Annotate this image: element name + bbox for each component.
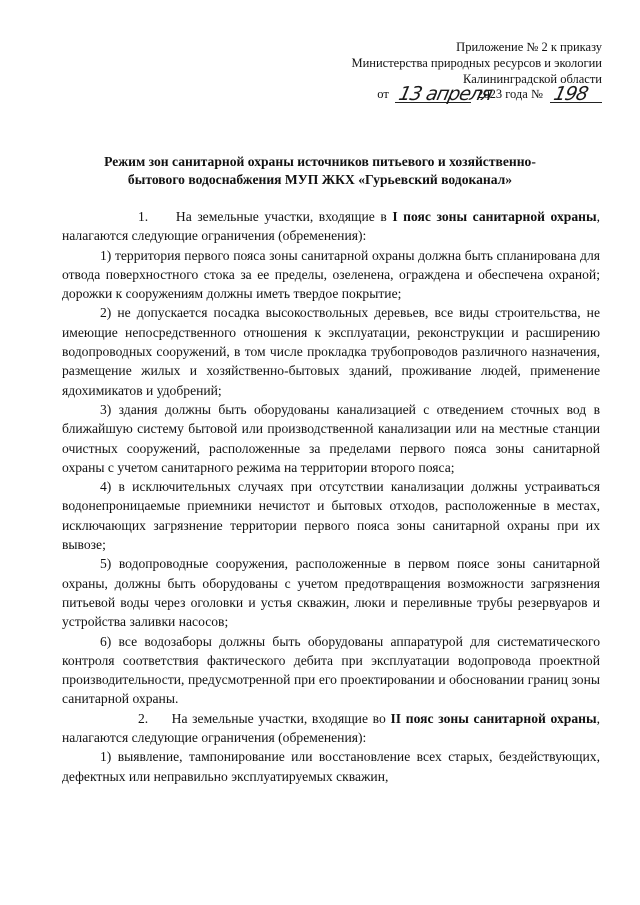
- document-body: [62, 207, 600, 786]
- section-2-item: 1) выявление, тампонирование или восстановление всех старых, бездействующих, дефектных или неправильно эксплуатируемых скважин,: [62, 749, 600, 784]
- handwritten-date: 13 апреля: [396, 83, 494, 106]
- section-1-number: 1.: [138, 209, 149, 224]
- appendix-line-1: Приложение № 2 к приказу: [456, 40, 602, 54]
- section-1-item: 6) все водозаборы должны быть оборудованы аппаратурой для систематического контроля соответствия фактического дебита при эксплуатации водопровода проектной производительности, предусмотренной при его проектировании и обосновании границ зоны санитарной охраны.: [62, 633, 600, 707]
- section-2-intro-tail: , налагаются следующие ограничения (обременения):: [62, 710, 600, 746]
- section-1-intro-tail: , налагаются следующие ограничения (обременения):: [62, 209, 600, 244]
- section-1-item: 4) в исключительных случаях при отсутствии канализации должны устраиваться водонепроницаемые приемники нечистот и бытовых отходов, расположенные в местах, исключающих загрязнение территории первого пояса зоны санитарной охраны при их вывозе;: [62, 479, 600, 553]
- section-1-item: 1) территория первого пояса зоны санитарной охраны должна быть спланирована для отвода поверхностного стока за ее пределы, озеленена, ограждена и обеспечена охраной; дорожки к сооружениям должны иметь твердое покрытие;: [62, 247, 600, 302]
- handwritten-number: 198: [551, 83, 590, 106]
- section-1-zone-name: I пояс зоны санитарной охраны: [392, 209, 597, 224]
- section-2-intro: [62, 709, 600, 748]
- number-blank: [550, 83, 602, 106]
- section-1-intro-text: На земельные участки, входящие в: [175, 209, 393, 224]
- section-1-item: 5) водопроводные сооружения, расположенные в первом поясе зоны санитарной охраны, должны быть оборудованы с учетом предотвращения возможности загрязнения питьевой воды через оголовки и устья скважин, люки и переливные трубы резервуаров и устройства заливки насосов;: [62, 556, 600, 630]
- order-date-line: [302, 83, 602, 106]
- section-2-number: 2.: [138, 710, 149, 726]
- appendix-line-3: Калининградской области: [463, 71, 602, 86]
- year-text: 2023 года №: [477, 87, 543, 102]
- section-1-intro: [62, 207, 600, 246]
- title-line-1: Режим зон санитарной охраны источников питьевого и хозяйственно-: [104, 154, 536, 169]
- section-1-item: 3) здания должны быть оборудованы канализацией с отведением сточных вод в ближайшую систему бытовой или производственной канализации или на местные станции очистных сооружений, расположенные за пределами первого пояса зоны санитарной охраны с учетом санитарного режима на территории второго пояса;: [62, 401, 600, 475]
- section-1-item: 2) не допускается посадка высокоствольных деревьев, все виды строительства, не имеющие непосредственного отношения к эксплуатации, реконструкции и расширению водопроводных сооружений, в том числе прокладка трубопроводов различного назначения, размещение жилых и хозяйственно-бытовых зданий, проживание людей, применение ядохимикатов и удобрений;: [62, 305, 600, 398]
- appendix-line-2: Министерства природных ресурсов и экологии: [351, 55, 602, 70]
- document-title: [40, 153, 600, 189]
- date-prefix: от: [377, 87, 389, 102]
- date-blank: [395, 83, 494, 106]
- appendix-header: [302, 40, 602, 106]
- section-2-zone-name: II пояс зоны санитарной охраны: [390, 710, 597, 726]
- section-2-intro-text: На земельные участки, входящие во: [171, 710, 391, 726]
- title-line-2: бытового водоснабжения МУП ЖКХ «Гурьевский водоканал»: [127, 172, 513, 187]
